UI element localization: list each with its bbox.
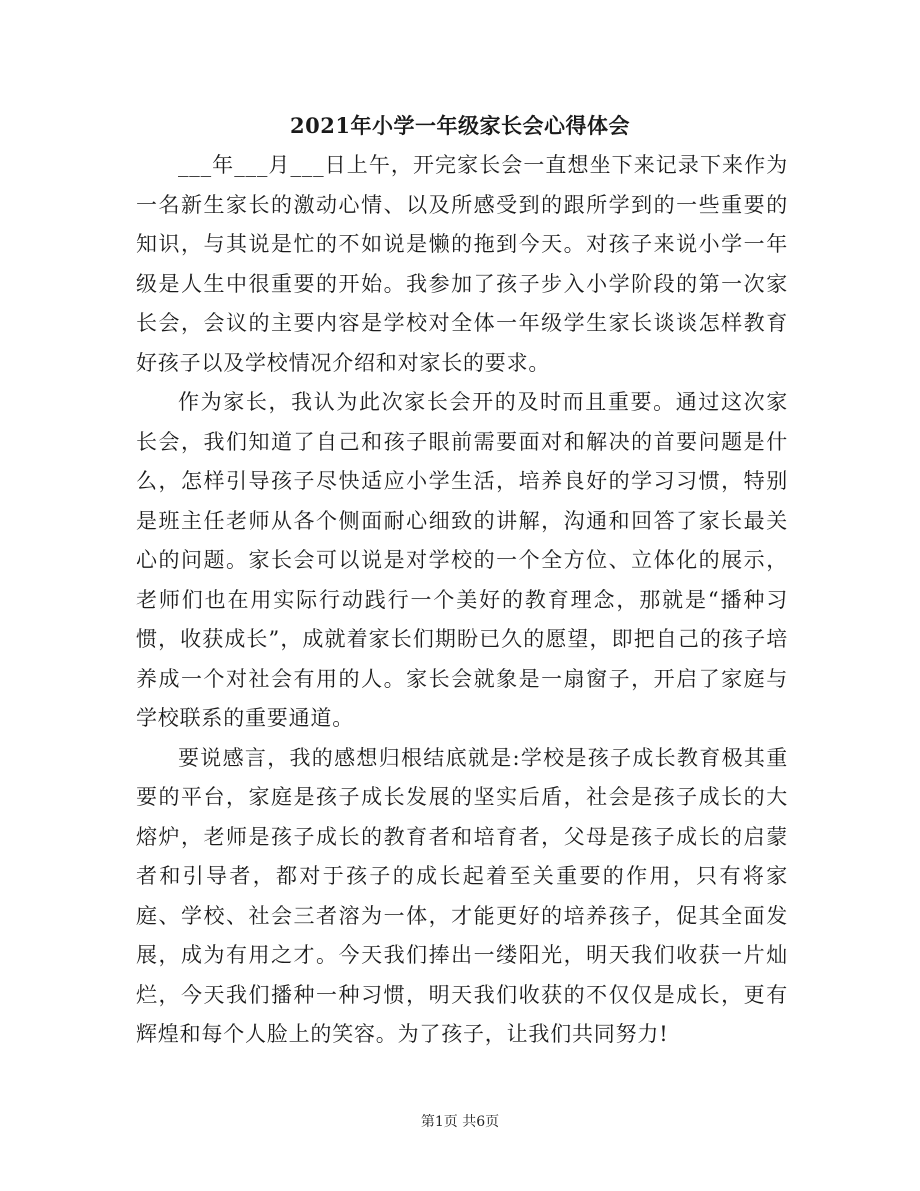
paragraph-2: 作为家长，我认为此次家长会开的及时而且重要。通过这次家长会，我们知道了自己和孩子眼前需要面对和解决的首要问题是什么，怎样引导孩子尽快适应小学生活，培养良好的学习习惯，特别是班主任老师从各个侧面耐心细致的讲解，沟通和回答了家长最关心的问题。家长会可以说是对学校的一个全方位、立体化的展示，老师们也在用实际行动践行一个美好的教育理念，那就是“播种习惯，收获成长”，成就着家长们期盼已久的愿望，即把自己的孩子培养成一个对社会有用的人。家长会就象是一扇窗子，开启了家庭与学校联系的重要通道。 [136,390,788,730]
page-number-footer: 第1页 共6页 [420,1114,500,1130]
document-title: 2021年小学一年级家长会心得体会 [290,113,630,138]
document-body [136,146,788,1055]
paragraph-3: 要说感言，我的感想归根结底就是:学校是孩子成长教育极其重要的平台，家庭是孩子成长发展的坚实后盾，社会是孩子成长的大熔炉，老师是孩子成长的教育者和培育者，父母是孩子成长的启蒙者和引导者，都对于孩子的成长起着至关重要的作用，只有将家庭、学校、社会三者溶为一体，才能更好的培养孩子，促其全面发展，成为有用之才。今天我们捧出一缕阳光，明天我们收获一片灿烂，今天我们播种一种习惯，明天我们收获的不仅仅是成长，更有辉煌和每个人脸上的笑容。为了孩子，让我们共同努力! [136,745,788,1046]
paragraph-1: ___年___月___日上午，开完家长会一直想坐下来记录下来作为一名新生家长的激动心情、以及所感受到的跟所学到的一些重要的知识，与其说是忙的不如说是懒的拖到今天。对孩子来说小学一年级是人生中很重要的开始。我参加了孩子步入小学阶段的第一次家长会，会议的主要内容是学校对全体一年级学生家长谈谈怎样教育好孩子以及学校情况介绍和对家长的要求。 [136,153,788,375]
